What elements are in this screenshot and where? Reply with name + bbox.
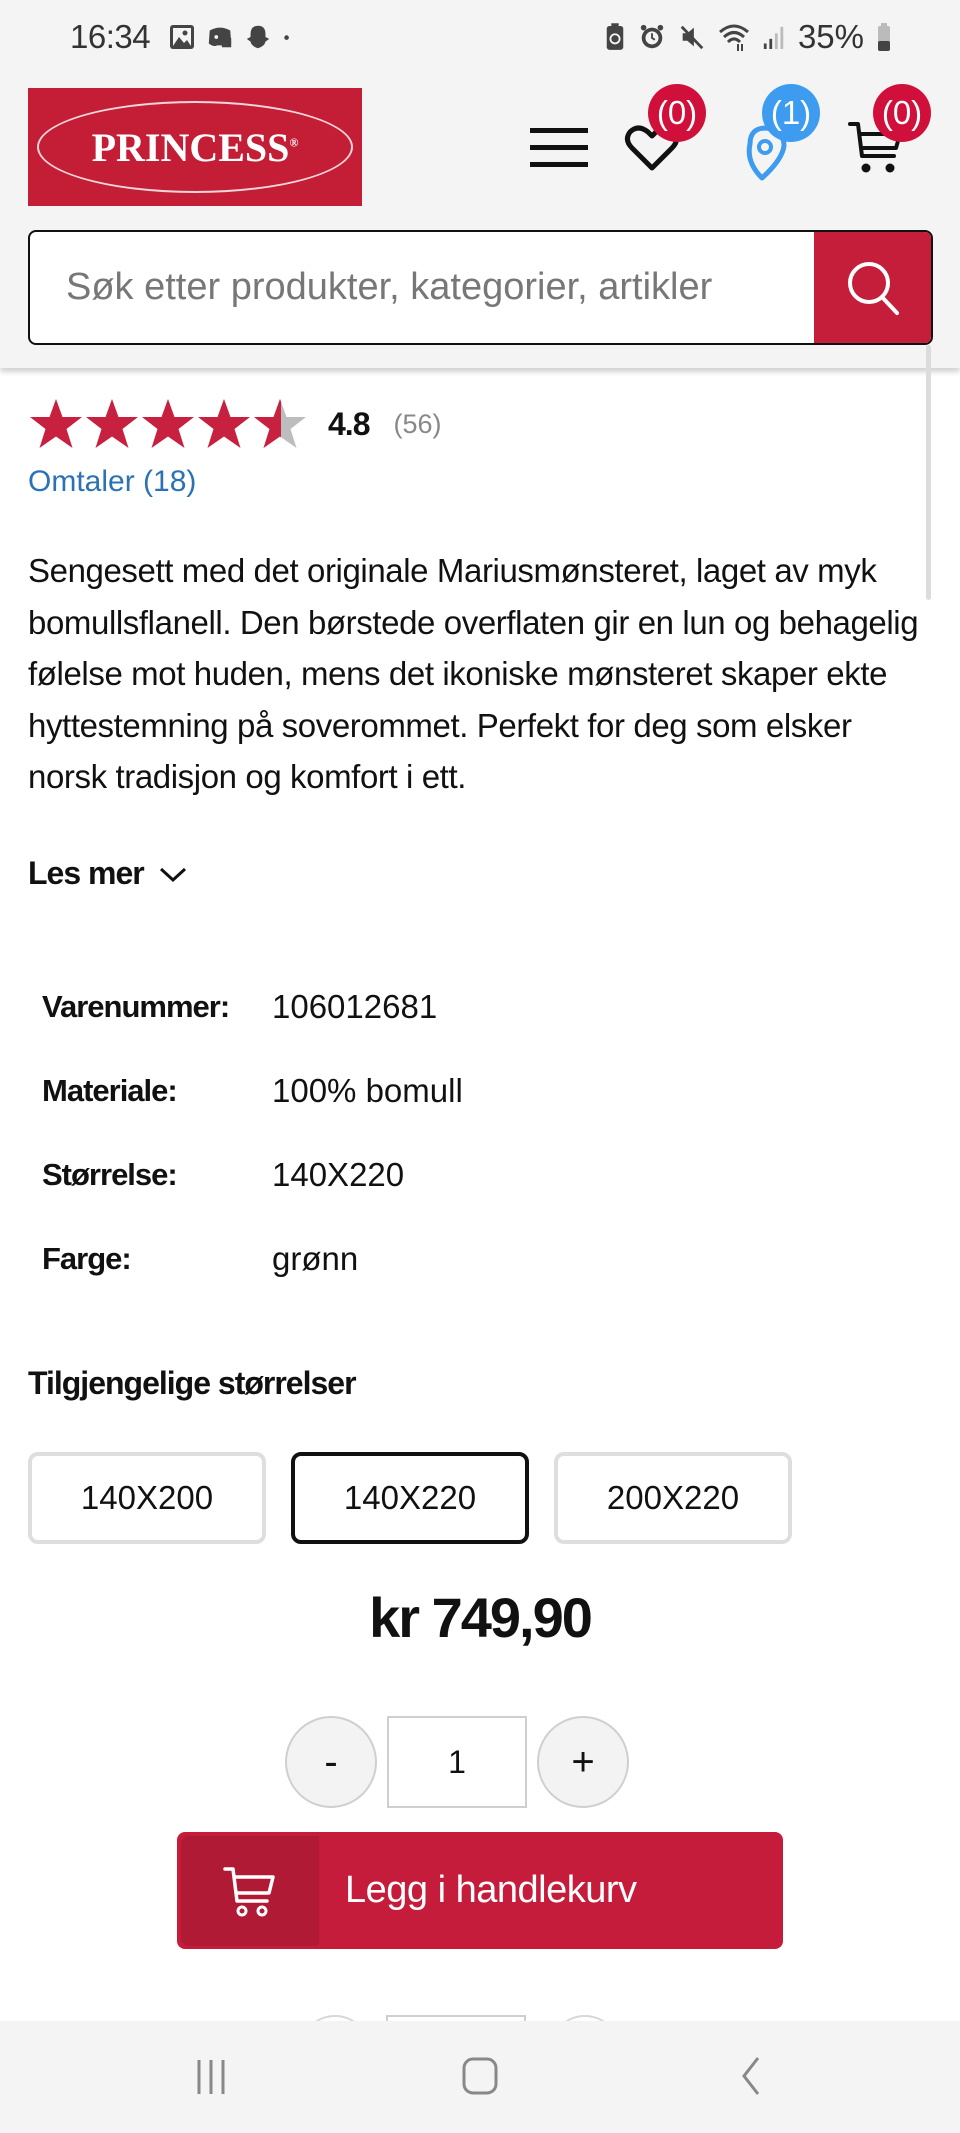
stores-badge: (1) xyxy=(762,84,820,142)
size-option-200x220[interactable]: 200X220 xyxy=(554,1452,792,1544)
available-sizes-title: Tilgjengelige størrelser xyxy=(28,1365,356,1401)
chevron-down-icon xyxy=(158,864,188,884)
size-option-140x220-selected[interactable]: 140X220 xyxy=(291,1452,529,1544)
reviews-link[interactable]: Omtaler (18) xyxy=(28,465,197,498)
spec-label: Varenummer: xyxy=(42,989,230,1024)
back-button[interactable] xyxy=(725,2051,775,2101)
size-options xyxy=(28,1452,792,1544)
search-bar xyxy=(28,230,933,345)
size-option-140x200[interactable]: 140X200 xyxy=(28,1452,266,1544)
add-to-cart-button[interactable] xyxy=(177,1832,783,1949)
search-button[interactable] xyxy=(814,230,931,345)
cart-badge: (0) xyxy=(873,84,931,142)
status-bar xyxy=(0,0,960,80)
menu-icon[interactable] xyxy=(530,128,588,170)
cart-icon xyxy=(221,1863,279,1919)
snapchat-icon xyxy=(244,22,272,52)
android-nav-bar xyxy=(0,2021,960,2133)
gallery-icon xyxy=(168,22,196,52)
decrease-quantity-button[interactable]: - xyxy=(285,1716,377,1808)
status-time: 16:34 xyxy=(70,18,151,55)
spec-label: Farge: xyxy=(42,1241,131,1276)
rating-value: 4.8 xyxy=(328,405,370,442)
spec-row-size xyxy=(42,1133,463,1217)
product-price: kr 749,90 xyxy=(369,1586,591,1649)
rating-stars xyxy=(28,397,308,451)
star-full-icon xyxy=(28,397,84,451)
add-to-cart-icon-box xyxy=(181,1836,319,1946)
search-input[interactable] xyxy=(30,232,816,343)
battery-saver-icon xyxy=(604,22,626,52)
status-left-icons xyxy=(168,22,298,52)
status-right-icons xyxy=(604,18,892,56)
home-button[interactable] xyxy=(455,2051,505,2101)
spec-row-item-number xyxy=(42,965,463,1049)
recent-apps-icon xyxy=(191,2056,231,2096)
product-specs xyxy=(42,965,463,1301)
star-partial-icon xyxy=(252,397,308,451)
recent-apps-button[interactable] xyxy=(186,2051,236,2101)
battery-percent: 35% xyxy=(797,18,864,55)
header-icons xyxy=(0,80,960,200)
alarm-icon xyxy=(638,22,666,52)
quantity-stepper xyxy=(285,1716,629,1808)
star-full-icon xyxy=(196,397,252,451)
spec-value: 106012681 xyxy=(272,988,438,1025)
back-icon xyxy=(730,2056,770,2096)
spec-value: 100% bomull xyxy=(272,1072,463,1109)
spec-value: 140X220 xyxy=(272,1156,405,1193)
battery-icon xyxy=(876,22,892,52)
read-more-toggle[interactable] xyxy=(28,855,188,892)
site-header xyxy=(0,80,960,368)
logo-text: PRINCESS® xyxy=(91,124,299,170)
product-description: Sengesett med det originale Mariusmønsteret, laget av myk bomullsflanell. Den børstede overflaten gir en lun og behagelig følelse mot huden, mens det ikoniske mønsteret skaper ekte hyttestemning på soverommet. Perfekt for deg som elsker norsk tradisjon og komfort i ett. xyxy=(28,552,919,795)
mute-icon xyxy=(678,22,706,52)
spec-value: grønn xyxy=(272,1240,359,1277)
quantity-input[interactable] xyxy=(387,1716,527,1808)
signal-icon xyxy=(762,22,786,52)
discord-icon xyxy=(206,22,234,52)
read-more-label: Les mer xyxy=(28,855,144,891)
star-full-icon xyxy=(84,397,140,451)
star-full-icon xyxy=(140,397,196,451)
search-icon xyxy=(841,256,905,320)
home-icon xyxy=(460,2056,500,2096)
spec-row-color xyxy=(42,1217,463,1301)
add-to-cart-label: Legg i handlekurv xyxy=(345,1869,637,1911)
rating-count: (56) xyxy=(393,408,442,439)
increase-quantity-button[interactable]: + xyxy=(537,1716,629,1808)
product-rating xyxy=(28,397,442,451)
page-scrollbar[interactable] xyxy=(926,345,931,600)
spec-label: Materiale: xyxy=(42,1073,177,1108)
wifi-icon xyxy=(718,22,750,52)
spec-row-material xyxy=(42,1049,463,1133)
dot-icon xyxy=(282,22,298,52)
wishlist-badge: (0) xyxy=(648,84,706,142)
spec-label: Størrelse: xyxy=(42,1157,177,1192)
